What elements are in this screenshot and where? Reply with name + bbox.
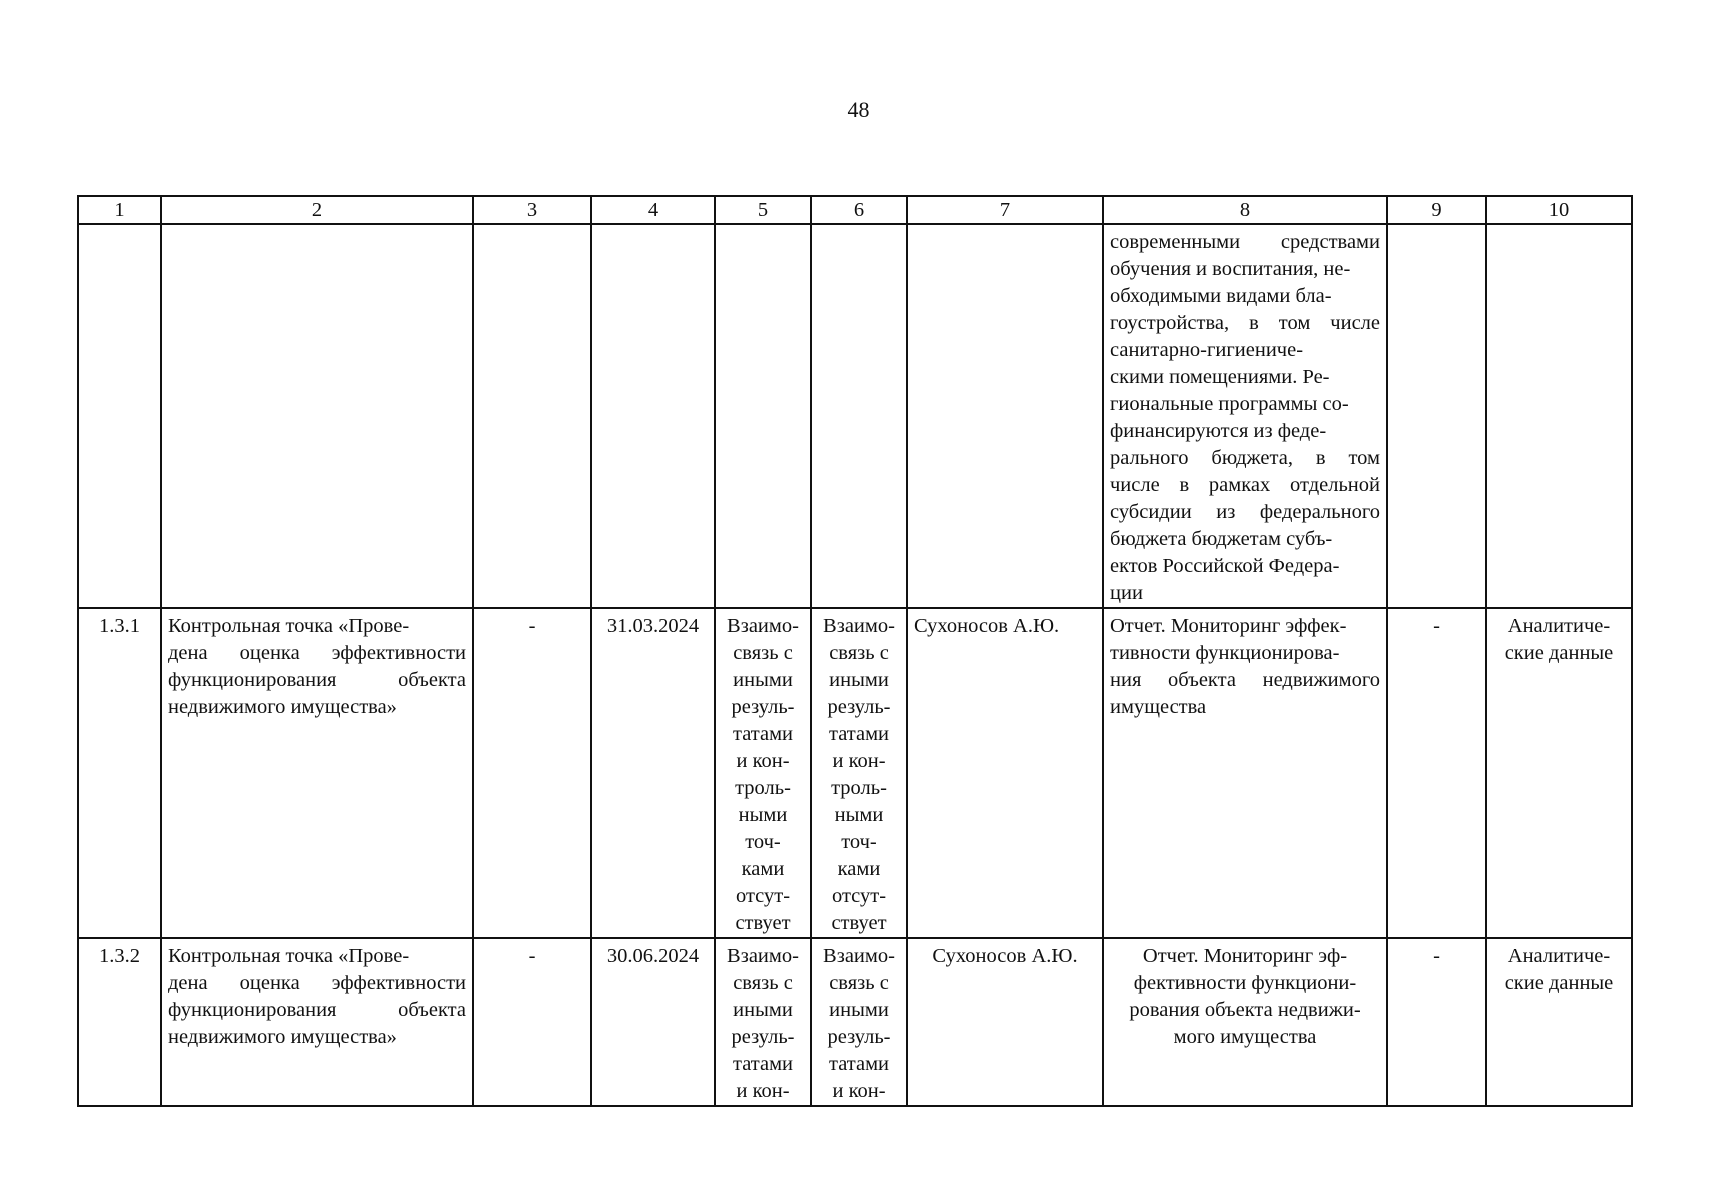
column-number-cell: 1 — [78, 196, 161, 224]
table-cell — [715, 224, 811, 608]
dash-cell: - — [1387, 608, 1486, 938]
column-number-row — [78, 196, 1632, 224]
table-cell — [1387, 224, 1486, 608]
table-cell — [473, 224, 591, 608]
column-number-cell: 7 — [907, 196, 1103, 224]
dash-cell: - — [1387, 938, 1486, 1106]
responsible-person-cell: Сухоносов А.Ю. — [907, 938, 1103, 1106]
dash-cell: - — [473, 938, 591, 1106]
responsible-person-cell: Сухоносов А.Ю. — [907, 608, 1103, 938]
column-number-cell: 6 — [811, 196, 907, 224]
relationship-cell: Взаимо- связь с иными резуль- татами и кон- — [715, 938, 811, 1106]
column-number-cell: 10 — [1486, 196, 1632, 224]
source-cell: Аналитиче- ские данные — [1486, 608, 1632, 938]
dash-cell: - — [473, 608, 591, 938]
row-number-cell: 1.3.2 — [78, 938, 161, 1106]
relationship-cell: Взаимо- связь с иными резуль- татами и кон- троль- ными точ- ками отсут- ствует — [715, 608, 811, 938]
relationship-cell: Взаимо- связь с иными резуль- татами и кон- — [811, 938, 907, 1106]
table-cell — [161, 224, 473, 608]
table-cell — [591, 224, 715, 608]
source-cell: Аналитиче- ские данные — [1486, 938, 1632, 1106]
relationship-cell: Взаимо- связь с иными резуль- татами и кон- троль- ными точ- ками отсут- ствует — [811, 608, 907, 938]
report-cell: Отчет. Мониторинг эффек- тивности функционирова- ния объекта недвижимого имущества — [1103, 608, 1387, 938]
column-number-cell: 4 — [591, 196, 715, 224]
date-cell: 30.06.2024 — [591, 938, 715, 1106]
table-row — [78, 938, 1632, 1106]
column-number-cell: 2 — [161, 196, 473, 224]
control-point-name-cell: Контрольная точка «Прове- дена оценка эффективности функционирования объекта недвижимого имущества» — [161, 938, 473, 1106]
column-number-cell: 3 — [473, 196, 591, 224]
table-cell — [78, 224, 161, 608]
result-description-cell: современными средствами обучения и воспитания, не- обходимыми видами бла- гоустройства, в том числе санитарно-гигиениче- скими помещениями. Ре- гиональные программы со- финансируются из феде- рального бюджета, в том числе в рамках отдельной субсидии из федерального бюджета бюджетам субъ- ектов Российской Федера- ции — [1103, 224, 1387, 608]
column-number-cell: 9 — [1387, 196, 1486, 224]
plan-table — [77, 195, 1633, 1107]
continuation-row — [78, 224, 1632, 608]
row-number-cell: 1.3.1 — [78, 608, 161, 938]
column-number-cell: 8 — [1103, 196, 1387, 224]
table-cell — [907, 224, 1103, 608]
table-cell — [1486, 224, 1632, 608]
table-cell — [811, 224, 907, 608]
report-cell: Отчет. Мониторинг эф- фективности функциони- рования объекта недвижи- мого имущества — [1103, 938, 1387, 1106]
page-number: 48 — [847, 97, 870, 122]
column-number-cell: 5 — [715, 196, 811, 224]
control-point-name-cell: Контрольная точка «Прове- дена оценка эффективности функционирования объекта недвижимого имущества» — [161, 608, 473, 938]
date-cell: 31.03.2024 — [591, 608, 715, 938]
table-row — [78, 608, 1632, 938]
